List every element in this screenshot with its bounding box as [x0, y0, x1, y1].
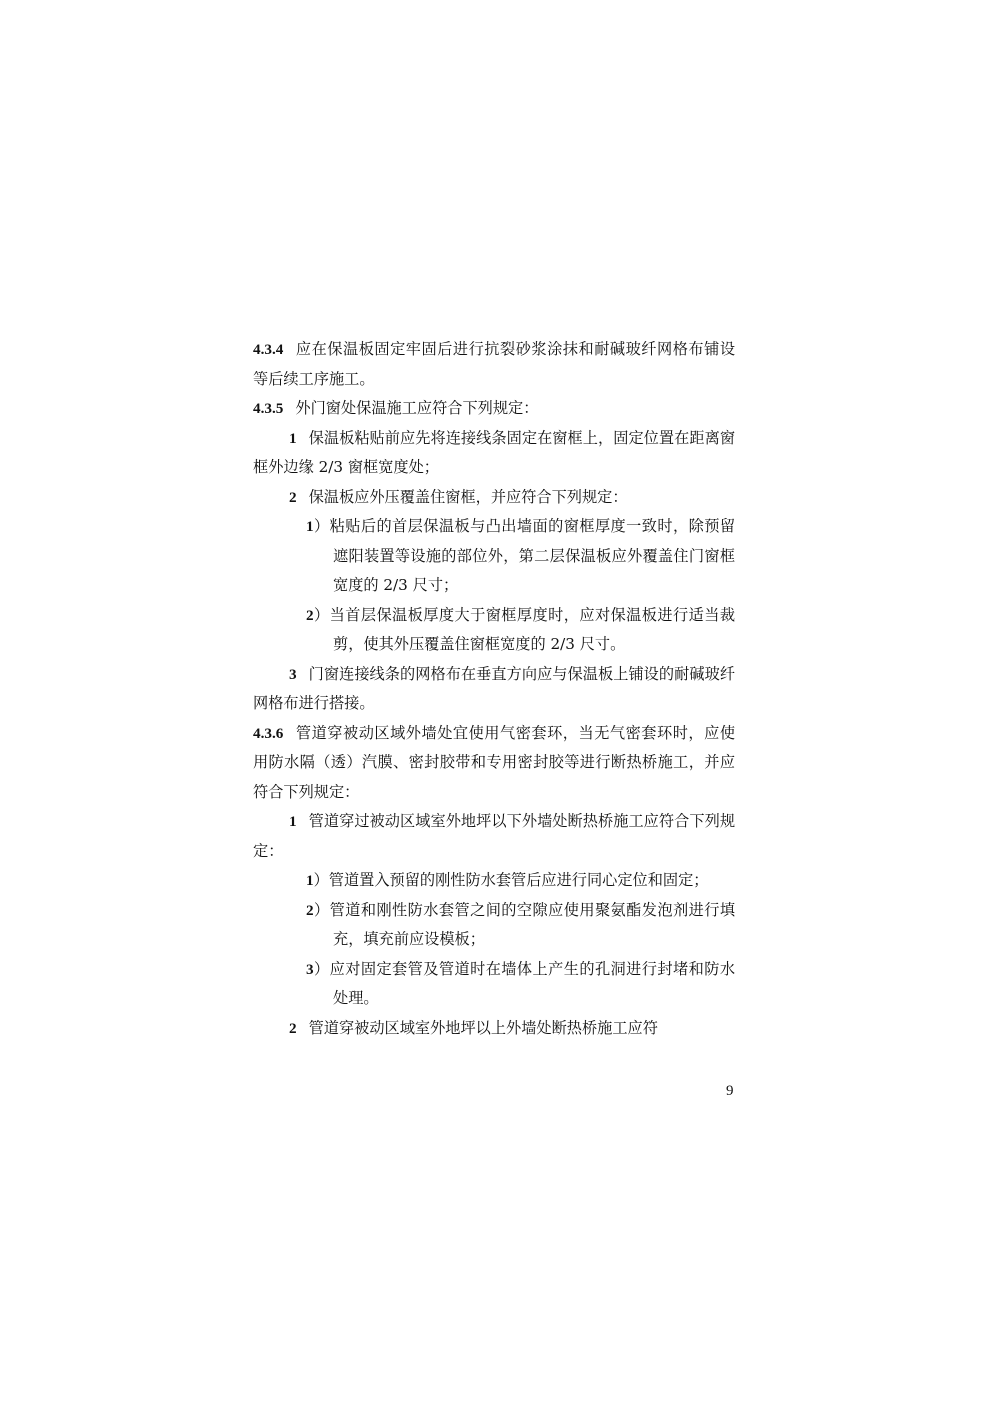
clause-subitem [253, 955, 735, 1014]
clause-subitem [253, 866, 735, 896]
clause-text: 应在保温板固定牢固后进行抗裂砂浆涂抹和耐碱玻纤网格布铺设等后续工序施工。 [253, 340, 735, 388]
subitem-paren: ） [313, 900, 330, 919]
subitem-text: 管道置入预留的刚性防水套管后应进行同心定位和固定； [328, 871, 709, 889]
clause-4-3-5 [253, 394, 735, 424]
item-text: 门窗连接线条的网格布在垂直方向应与保温板上铺设的耐碱玻纤网格布进行搭接。 [253, 664, 735, 712]
clause-number: 4.3.4 [253, 341, 284, 358]
item-number: 3 [289, 665, 297, 683]
clause-subitem [253, 896, 735, 955]
clause-subitem [253, 512, 735, 601]
clause-item [253, 660, 735, 719]
subitem-paren: ） [313, 959, 330, 978]
subitem-number: 1 [306, 872, 314, 889]
subitem-paren: ） [313, 605, 330, 624]
clause-item [253, 483, 735, 513]
page-number: 9 [726, 1083, 734, 1099]
clause-item [253, 1014, 735, 1044]
subitem-number: 3 [306, 960, 314, 978]
subitem-text: 当首层保温板厚度大于窗框厚度时，应对保温板进行适当裁剪，使其外压覆盖住窗框宽度的 2/3 尺寸。 [329, 605, 736, 653]
subitem-paren: ） [313, 517, 330, 535]
document-body [253, 335, 735, 1043]
item-text: 保温板应外压覆盖住窗框，并应符合下列规定： [308, 487, 628, 506]
clause-number: 4.3.6 [253, 724, 284, 742]
subitem-text: 应对固定套管及管道时在墙体上产生的孔洞进行封堵和防水处理。 [329, 959, 736, 1007]
clause-subitem [253, 601, 735, 660]
clause-4-3-4 [253, 335, 735, 394]
subitem-text: 管道和刚性防水套管之间的空隙应使用聚氨酯发泡剂进行填充，填充前应设模板； [329, 900, 736, 948]
subitem-text: 粘贴后的首层保温板与凸出墙面的窗框厚度一致时，除预留遮阳装置等设施的部位外，第二层保温板应外覆盖住门窗框宽度的 2/3 尺寸； [329, 517, 736, 594]
subitem-number: 2 [306, 606, 314, 624]
item-number: 1 [289, 813, 297, 830]
subitem-number: 1 [306, 518, 314, 535]
clause-item [253, 424, 735, 483]
subitem-paren: ） [313, 871, 329, 889]
clause-text: 管道穿被动区域外墙处宜使用气密套环，当无气密套环时，应使用防水隔（透）汽膜、密封胶带和专用密封胶等进行断热桥施工，并应符合下列规定： [253, 723, 735, 801]
clause-4-3-6 [253, 719, 735, 808]
clause-number: 4.3.5 [253, 400, 284, 417]
item-number: 2 [289, 488, 297, 506]
item-number: 1 [289, 429, 297, 447]
item-text: 管道穿被动区域室外地坪以上外墙处断热桥施工应符 [308, 1018, 658, 1037]
item-text: 管道穿过被动区域室外地坪以下外墙处断热桥施工应符合下列规定： [253, 812, 735, 860]
subitem-number: 2 [306, 901, 314, 919]
clause-item [253, 807, 735, 866]
item-text: 保温板粘贴前应先将连接线条固定在窗框上，固定位置在距离窗框外边缘 2/3 窗框宽度处； [253, 428, 735, 476]
item-number: 2 [289, 1019, 297, 1037]
clause-text: 外门窗处保温施工应符合下列规定： [295, 399, 539, 417]
